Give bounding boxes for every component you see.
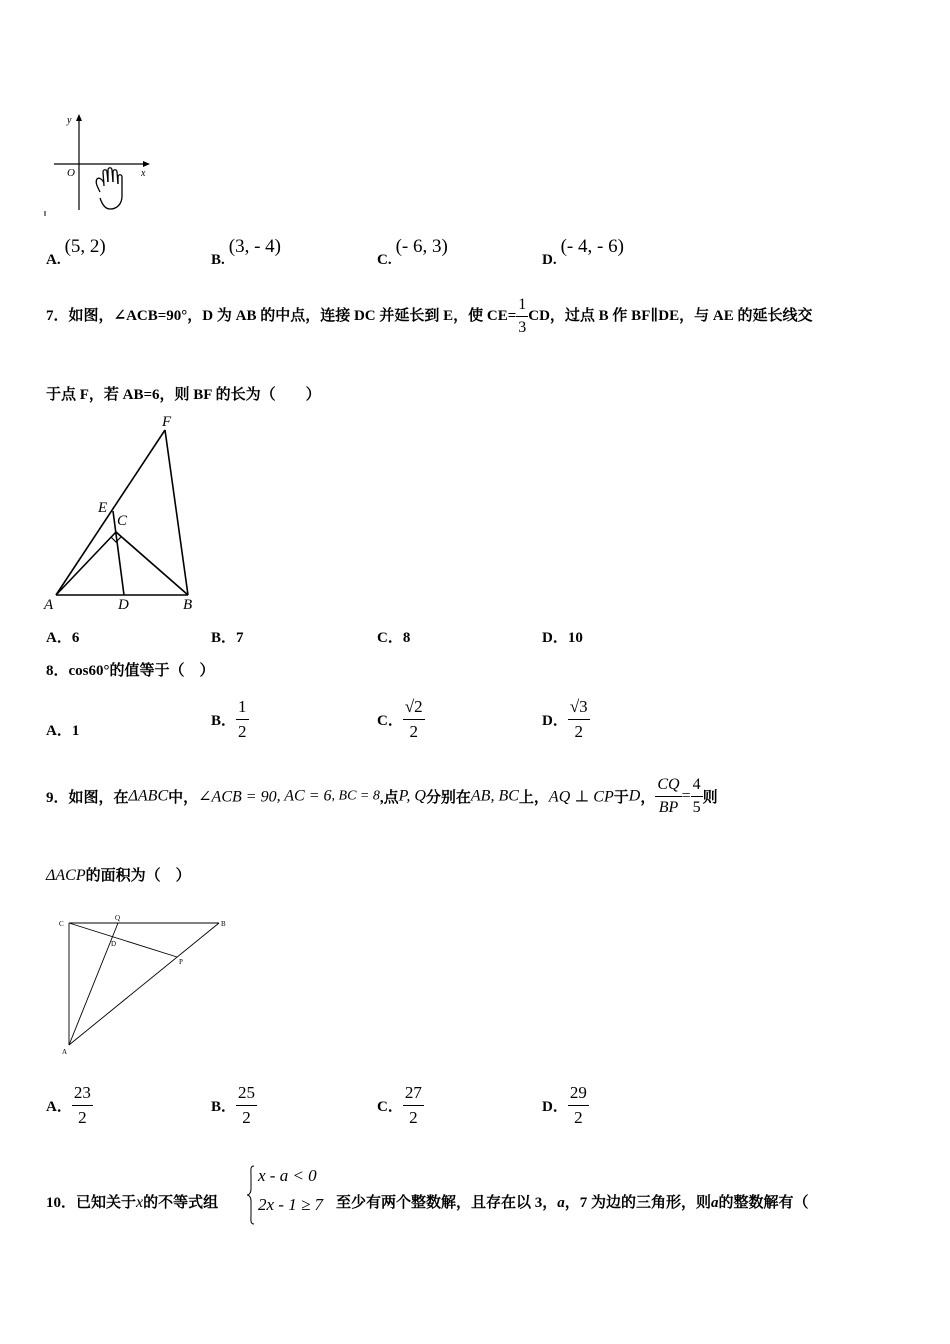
q7-triangle-figure: [40, 410, 210, 615]
fraction-numerator: √2: [403, 697, 425, 720]
q9-dian: ,点: [379, 790, 399, 806]
option-fraction: [568, 697, 590, 742]
option-value: (3, - 4): [228, 236, 281, 257]
q9-option-b[interactable]: [211, 1083, 257, 1128]
q10-brace: [246, 1164, 256, 1226]
option-value: 7: [236, 630, 244, 646]
ineq-1-text: x - a < 0: [258, 1166, 317, 1185]
label-a: A: [62, 1048, 68, 1056]
label-c: C: [59, 920, 64, 928]
q7-option-d[interactable]: [542, 626, 583, 647]
fraction-numerator: 29: [568, 1083, 589, 1106]
q10-inequality-2: [258, 1195, 323, 1215]
option-fraction: [236, 697, 249, 742]
q10-stem-rest: [336, 1191, 809, 1212]
label-p: P: [179, 958, 183, 966]
q9-shang: 上，: [518, 790, 549, 806]
label-q: Q: [115, 914, 121, 922]
label-e: E: [98, 500, 108, 516]
segment-fb: [165, 430, 188, 595]
q10-rest3: 的整数解有（: [718, 1195, 809, 1211]
option-value: 10: [567, 630, 583, 646]
fraction-denominator: 2: [242, 1108, 251, 1127]
option-value: (- 6, 3): [395, 236, 448, 257]
hand-icon: [96, 168, 122, 209]
q8-text: 8．cos60°的值等于（ ）: [46, 663, 215, 679]
fraction-denominator: 2: [238, 722, 247, 741]
q9-line2-rest: 的面积为（ ）: [85, 868, 191, 884]
q10-a2: a: [711, 1195, 719, 1211]
option-value: 6: [71, 630, 80, 646]
q8-option-b[interactable]: [211, 697, 249, 742]
fraction-denominator: 2: [409, 1108, 418, 1127]
q9-triangle-acp: ΔACP: [46, 867, 86, 884]
segment-cp: [69, 923, 177, 957]
q9-stem-line1: [46, 776, 718, 817]
q9-d: D: [628, 787, 641, 805]
fraction-denominator: 5: [692, 799, 701, 816]
q9-equals: =: [681, 787, 691, 805]
fraction-denominator: 2: [78, 1108, 87, 1127]
q9-perp: AQ ⊥ CP: [548, 788, 614, 806]
q8-option-c[interactable]: [377, 697, 425, 742]
q10-x: x: [136, 1194, 144, 1211]
origin-label: O: [67, 167, 75, 179]
fraction-numerator: 1: [236, 697, 249, 720]
fraction-numerator: 23: [72, 1083, 93, 1106]
q9-ze: 则: [702, 790, 718, 806]
q9-value: [691, 776, 703, 817]
option-letter: A.: [46, 252, 61, 268]
fraction-denominator: 2: [574, 1108, 583, 1127]
option-letter: B.: [211, 252, 225, 268]
q7-text-line2: 于点 F，若 AB=6，则 BF 的长为（ ）: [46, 387, 321, 403]
q6-option-b[interactable]: [211, 236, 281, 268]
fraction-numerator: CQ: [655, 776, 681, 797]
fraction-denominator: 2: [409, 722, 419, 741]
option-letter: B．: [211, 713, 237, 729]
q6-option-a[interactable]: [46, 236, 106, 268]
q8-option-d[interactable]: [542, 697, 590, 742]
option-letter: D．: [542, 1099, 568, 1115]
q7-stem-line2: [46, 383, 321, 404]
fraction-denominator: 3: [518, 319, 527, 336]
fraction-denominator: 2: [574, 722, 584, 741]
q6-option-d[interactable]: [542, 236, 624, 268]
fraction-numerator: 4: [691, 776, 703, 797]
q7-option-a[interactable]: [46, 626, 79, 647]
q7-fraction: [516, 296, 528, 337]
option-letter: C.: [377, 252, 392, 268]
label-b: B: [221, 920, 226, 928]
label-b: B: [183, 597, 193, 613]
q9-zhong: 中，: [168, 790, 199, 806]
q9-abbc: AB, BC: [470, 787, 519, 805]
option-letter: C．: [377, 1099, 403, 1115]
option-letter: C．: [377, 713, 403, 729]
q10-rest1: 至少有两个整数解，且存在以 3，: [336, 1195, 558, 1211]
q10-lead: 10．已知关于: [46, 1195, 137, 1211]
option-letter: A．: [46, 630, 72, 646]
q7-option-b[interactable]: [211, 626, 244, 647]
fraction-denominator: BP: [658, 799, 679, 816]
q9-ac: , AC = 6: [276, 787, 332, 805]
option-value: 8: [402, 630, 411, 646]
q9-pq: P, Q: [398, 787, 426, 805]
q8-stem: [46, 659, 215, 680]
q10-mid: 的不等式组: [143, 1195, 219, 1211]
option-letter: C．: [377, 630, 403, 646]
q10-rest2: ，7 为边的三角形，则: [564, 1195, 712, 1211]
q9-stem-line2: [46, 864, 191, 885]
option-value: (5, 2): [64, 236, 106, 257]
option-fraction: [72, 1083, 93, 1128]
option-fraction: [403, 697, 425, 742]
x-axis-label: x: [141, 168, 146, 179]
fraction-numerator: 27: [403, 1083, 424, 1106]
q9-comma: ，: [640, 790, 656, 806]
label-c: C: [117, 513, 128, 529]
x-axis-arrow: [143, 161, 150, 167]
q7-option-c[interactable]: [377, 626, 410, 647]
q9-angle: ∠ACB = 90: [198, 788, 277, 806]
option-letter: A．: [46, 723, 72, 739]
q7-text-part2: CD，过点 B 作 BF∥DE，与 AE 的延长线交: [528, 307, 813, 324]
option-letter: D．: [542, 630, 568, 646]
q9-triangle-figure: [55, 912, 240, 1060]
q9-yu: 于: [613, 790, 629, 806]
option-letter: B．: [211, 630, 237, 646]
option-letter: A．: [46, 1099, 72, 1115]
q8-option-a[interactable]: [46, 719, 79, 740]
q9-bc: , BC = 8: [331, 788, 380, 804]
label-d: D: [111, 940, 117, 948]
option-letter: D.: [542, 252, 557, 268]
option-letter: D．: [542, 713, 568, 729]
q10-a: a: [557, 1195, 565, 1211]
label-d: D: [118, 597, 129, 613]
option-value: 1: [71, 723, 80, 739]
option-letter: B．: [211, 1099, 237, 1115]
q6-coordinate-figure: [40, 110, 160, 220]
option-fraction: [568, 1083, 589, 1128]
q9-lead: 9．如图，在: [46, 790, 129, 806]
option-fraction: [403, 1083, 424, 1128]
q9-option-a[interactable]: [46, 1083, 93, 1128]
q9-option-c[interactable]: [377, 1083, 424, 1128]
y-axis-arrow: [76, 114, 82, 121]
fraction-numerator: 1: [516, 296, 528, 317]
fraction-numerator: 25: [236, 1083, 257, 1106]
q10-stem: [46, 1191, 218, 1212]
q9-ratio: [655, 776, 681, 817]
q7-stem-line1: [46, 296, 812, 337]
option-value: (- 4, - 6): [560, 236, 624, 257]
segment-ac: [56, 532, 116, 595]
q10-inequality-1: [258, 1166, 317, 1186]
label-f: F: [162, 414, 172, 430]
ineq-2-text: 2x - 1 ≥ 7: [258, 1195, 324, 1214]
segment-af: [56, 430, 165, 595]
q6-option-c[interactable]: [377, 236, 448, 268]
q9-option-d[interactable]: [542, 1083, 589, 1128]
option-fraction: [236, 1083, 257, 1128]
segment-ab: [69, 923, 219, 1045]
label-a: A: [44, 597, 54, 613]
segment-cb: [116, 532, 188, 595]
fraction-numerator: √3: [568, 697, 590, 720]
q9-fenbie: 分别在: [425, 790, 471, 806]
q7-text-part1: 7．如图，∠ACB=90°，D 为 AB 的中点，连接 DC 并延长到 E，使 CE=: [46, 307, 517, 324]
q9-triangle: ΔABC: [128, 787, 169, 805]
y-axis-label: y: [67, 115, 72, 126]
